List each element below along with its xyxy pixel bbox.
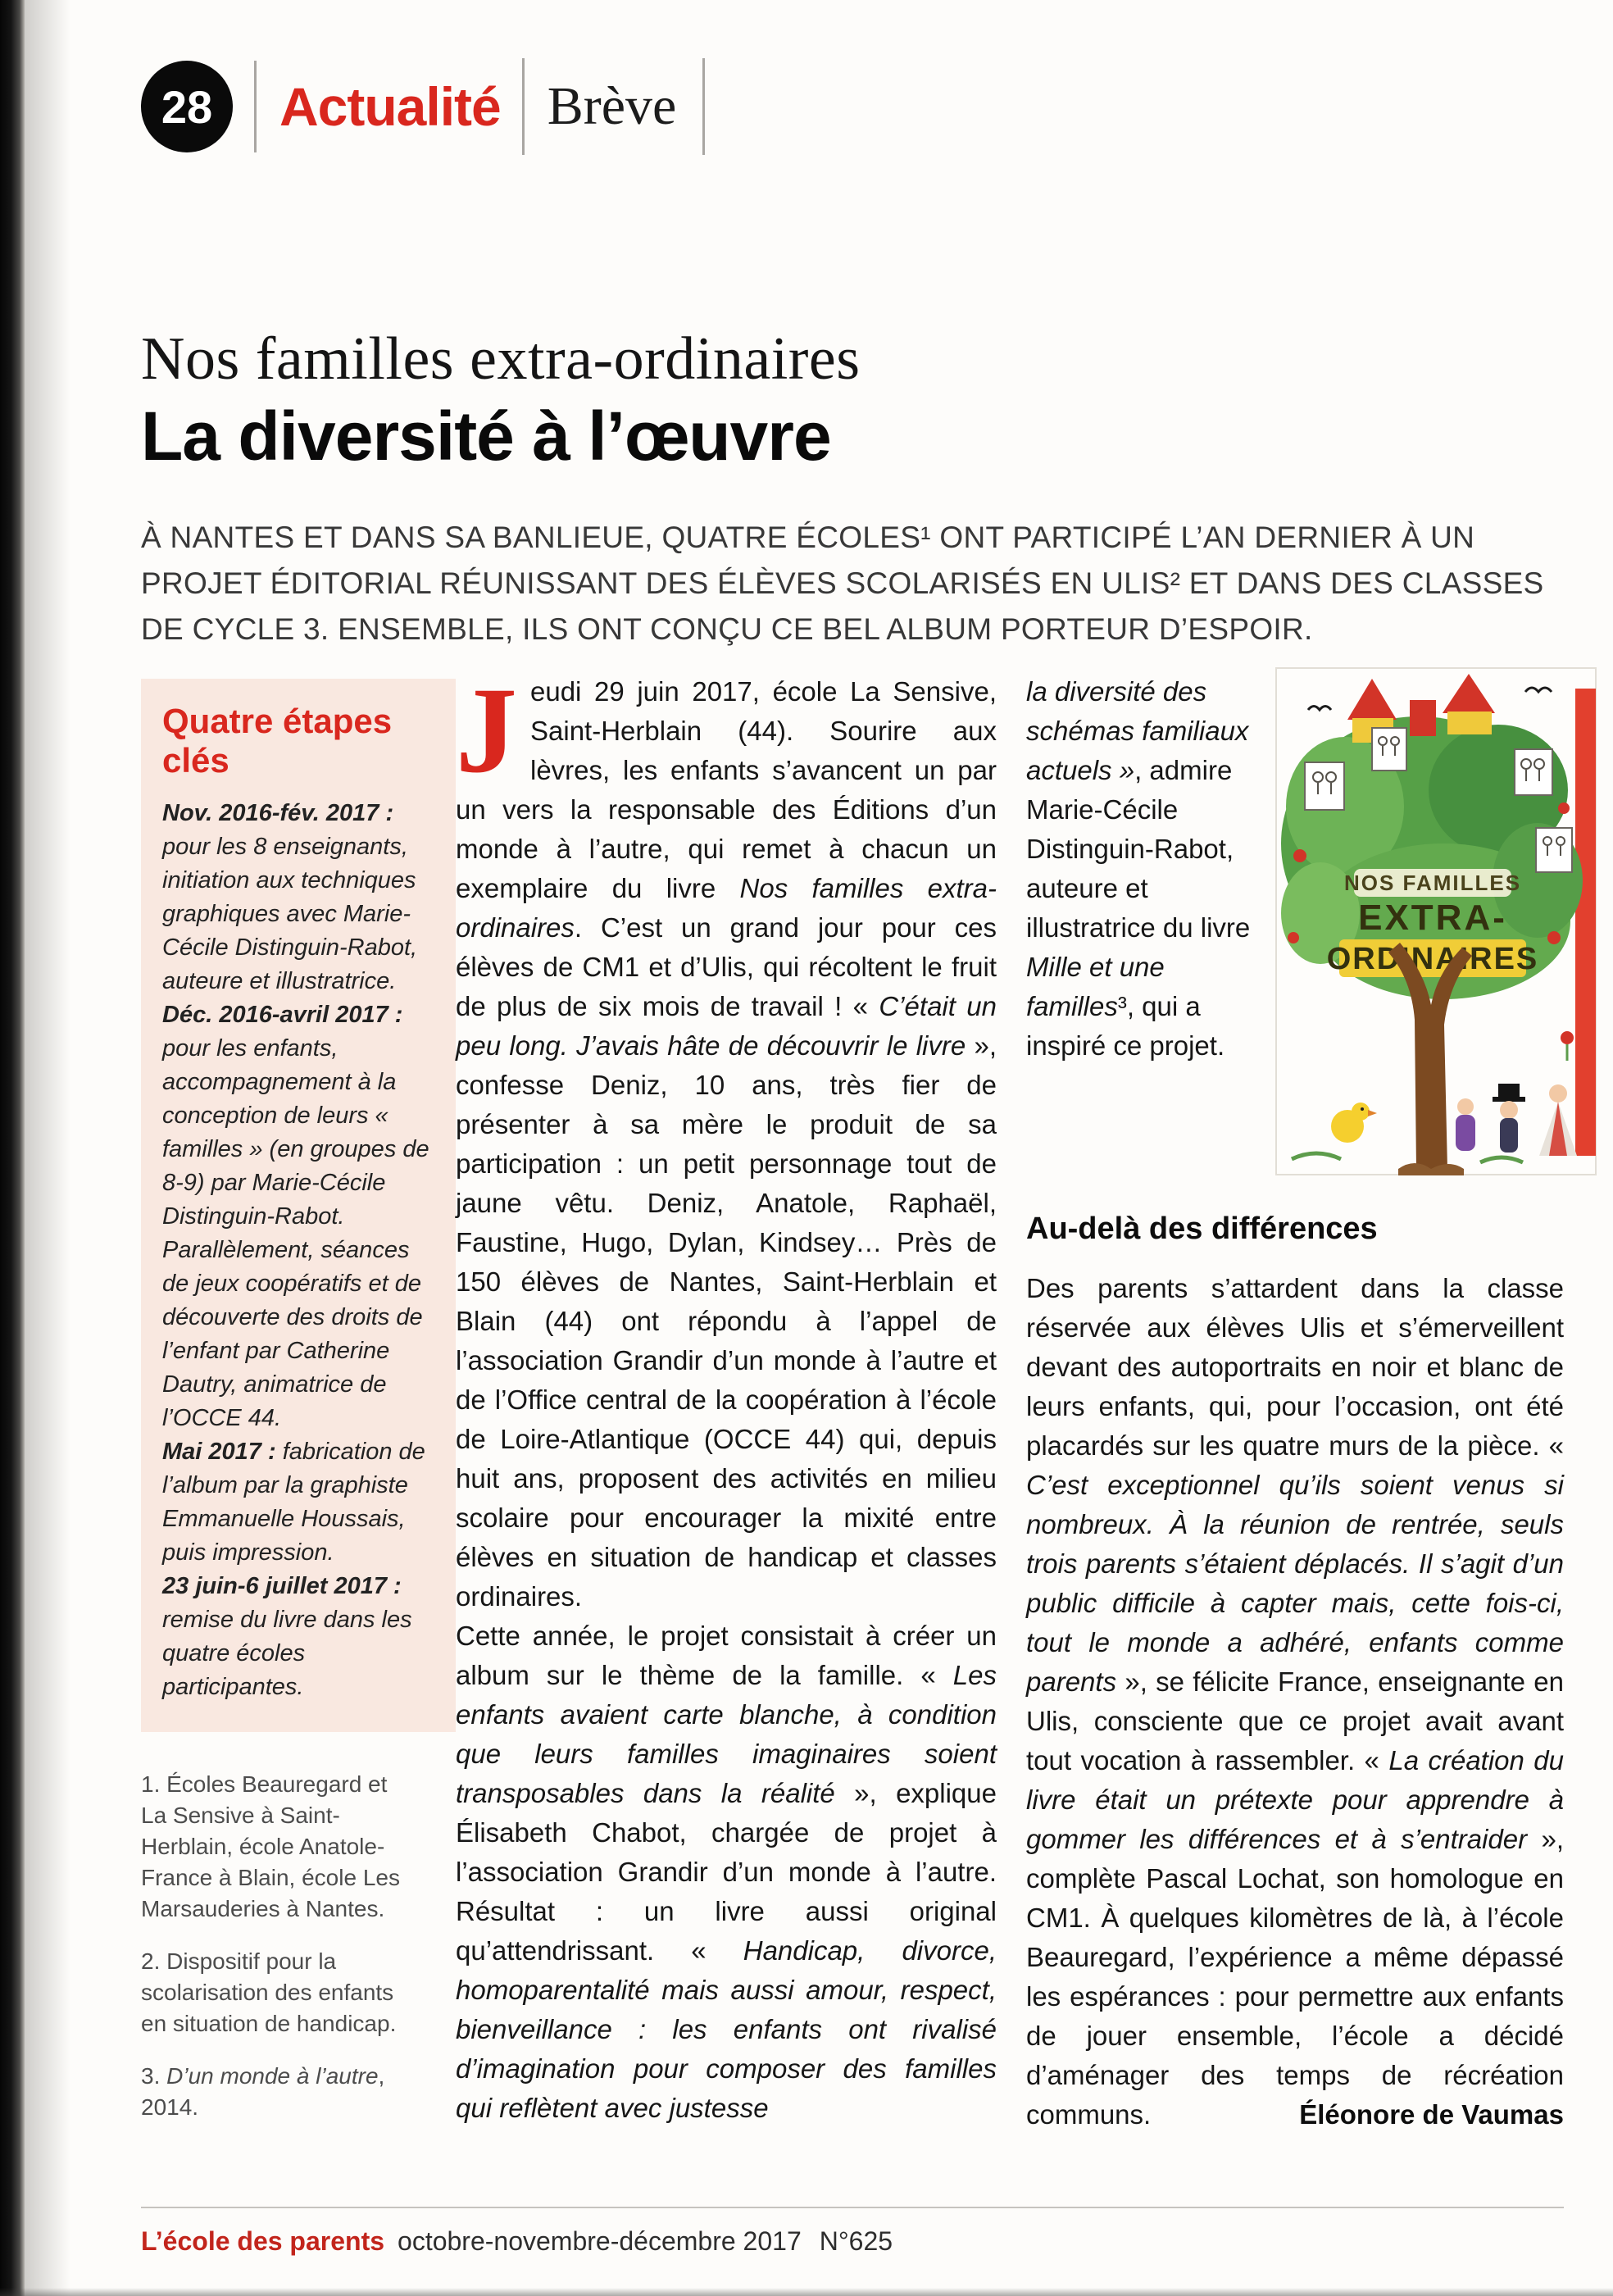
footer-rule: [141, 2207, 1564, 2208]
masthead-divider: [522, 58, 525, 155]
section-label: Actualité: [279, 76, 501, 137]
footnotes: [141, 1769, 405, 2144]
page-number-badge: [141, 61, 233, 152]
article-paragraph-3: la diversité des schémas familiaux actuels », admire Marie-Cécile Distinguin-Rabot, auteure et illustratrice du livre Mille et une familles³, qui a inspiré ce projet.: [1026, 676, 1251, 1061]
footnote-3: 3. D’un monde à l’autre, 2014.: [141, 2063, 385, 2120]
footnote-2: 2. Dispositif pour la scolarisation des enfants en situation de handicap.: [141, 1948, 397, 2036]
article-title: La diversité à l’œuvre: [141, 398, 831, 475]
book-cover: [1275, 667, 1597, 1175]
key-step: 23 juin-6 juillet 2017 : remise du livre dans les quatre écoles participantes.: [162, 1573, 412, 1700]
key-step: Nov. 2016-fév. 2017 : pour les 8 enseignants, initiation aux techniques graphiques avec Marie-Cécile Distinguin-Rabot, auteure et illustratrice.: [162, 800, 418, 994]
issue-date: octobre-novembre-décembre 2017: [398, 2226, 802, 2256]
article-paragraph-4: Des parents s’attardent dans la classe réservée aux élèves Ulis et s’émerveillent devant des autoportraits en noir et blanc de leurs enfants, qui, pour l’occasion, ont été placardés sur les quatre murs de la pièce. « C’est exceptionnel qu’ils soient venus si nombreux. À la réunion de rentrée, seuls trois parents s’étaient déplacés. Il s’agit d’un public difficile à capter mais, cette fois-ci, tout le monde a adhéré, enfants comme parents », se félicite France, enseignante en Ulis, consciente que ce projet avait avant tout vocation à rassembler. « La création du livre était un prétexte pour apprendre à gommer les différences et à s’entraider », complète Pascal Lochat, son homologue en CM1. À quelques kilomètres de là, à l’école Beauregard, l’expérience a même dépassé les espérances : pour permettre aux enfants de jouer ensemble, l’école a décidé d’aménager des temps de récréation communs.: [1026, 1273, 1565, 2130]
cover-title-bottom: ORDINAIRES: [1326, 942, 1539, 976]
scan-edge-left: [0, 0, 25, 2296]
article-paragraph-2: Cette année, le projet consistait à créer un album sur le thème de la famille. « Les enfants avaient carte blanche, à condition que leurs familles imaginaires soient transposables dans la réalité », explique Élisabeth Chabot, chargée de projet à l’association Grandir d’un monde à l’autre. Résultat : un livre aussi original qu’attendrissant. « Handicap, divorce, homoparentalité mais aussi amour, respect, bienveillance : les enfants ont rivalisé d’imagination pour composer des familles qui reflètent avec justesse: [456, 1621, 997, 2123]
masthead-divider: [702, 58, 705, 155]
article-paragraph-1: eudi 29 juin 2017, école La Sensive, Saint-Herblain (44). Sourire aux lèvres, les enfants s’avancent un par un vers la responsable des Éditions d’un monde à l’autre, qui remet à chacun un exemplaire du livre Nos familles extra-ordinaires. C’est un grand jour pour ces élèves de CM1 et d’Ulis, qui récoltent le fruit de plus de six mois de travail ! « C’était un peu long. J’avais hâte de découvrir le livre », confesse Deniz, 10 ans, très fier de présenter à sa mère le produit de sa participation : un petit personnage tout de jaune vêtu. Deniz, Anatole, Raphaël, Faustine, Hugo, Dylan, Kindsey… Près de 150 élèves de Nantes, Saint-Herblain et Blain (44) ont répondu à l’appel de l’association Grandir d’un monde à l’autre et de l’Office central de la coopération à l’école de Loire-Atlantique (OCCE 44) qui, depuis huit ans, proposent des activités en milieu scolaire pour encourager la mixité entre élèves en situation de handicap et classes ordinaires.: [456, 676, 997, 1612]
cover-title-top: NOS FAMILLES: [1343, 871, 1522, 895]
subsection-label: Brève: [547, 76, 677, 136]
magazine-title: L’école des parents: [141, 2226, 385, 2256]
article-column-middle: [456, 662, 997, 2128]
masthead-divider: [254, 61, 257, 152]
issue-number: N°625: [819, 2226, 893, 2256]
cover-title-mid: EXTRA-: [1358, 898, 1507, 938]
scan-edge-bottom: [0, 2288, 1613, 2296]
article-column-right-main: [1026, 1269, 1564, 2135]
book-cover-illustration: [1275, 667, 1597, 1175]
article-kicker: Nos familles extra-ordinaires: [141, 325, 861, 393]
article-subheading: Au-delà des différences: [1026, 1212, 1378, 1246]
key-step: Mai 2017 : fabrication de l’album par la graphiste Emmanuelle Houssais, puis impression.: [162, 1439, 425, 1566]
article-column-right-top: [1026, 672, 1267, 1066]
key-steps-box: [141, 679, 456, 1732]
key-steps-title: Quatre étapes clés: [162, 702, 393, 780]
scan-edge-fade: [25, 0, 70, 2296]
masthead: [141, 57, 705, 156]
key-step: Déc. 2016-avril 2017 : pour les enfants, accompagnement à la conception de leurs « familles » (en groupes de 8-9) par Marie-Cécile Distinguin-Rabot. Parallèlement, séances de jeux coopératifs et de découverte des droits de l’enfant par Catherine Dautry, animatrice de l’OCCE 44.: [162, 1002, 429, 1431]
author-byline: Éléonore de Vaumas: [1299, 2099, 1564, 2130]
footnote-1: 1. Écoles Beauregard et La Sensive à Saint-Herblain, école Anatole-France à Blain, école Les Marsauderies à Nantes.: [141, 1771, 400, 1921]
article-standfirst: À NANTES ET DANS SA BANLIEUE, QUATRE ÉCOLES¹ ONT PARTICIPÉ L’AN DERNIER À UN PROJET ÉDITORIAL RÉUNISSANT DES ÉLÈVES SCOLARISÉS EN ULIS² ET DANS DES CLASSES DE CYCLE 3. ENSEMBLE, ILS ONT CONÇU CE BEL ALBUM PORTEUR D’ESPOIR.: [141, 521, 1544, 646]
page-footer: [141, 2226, 893, 2257]
page-number: 28: [161, 80, 213, 133]
drop-cap: J: [456, 662, 517, 798]
